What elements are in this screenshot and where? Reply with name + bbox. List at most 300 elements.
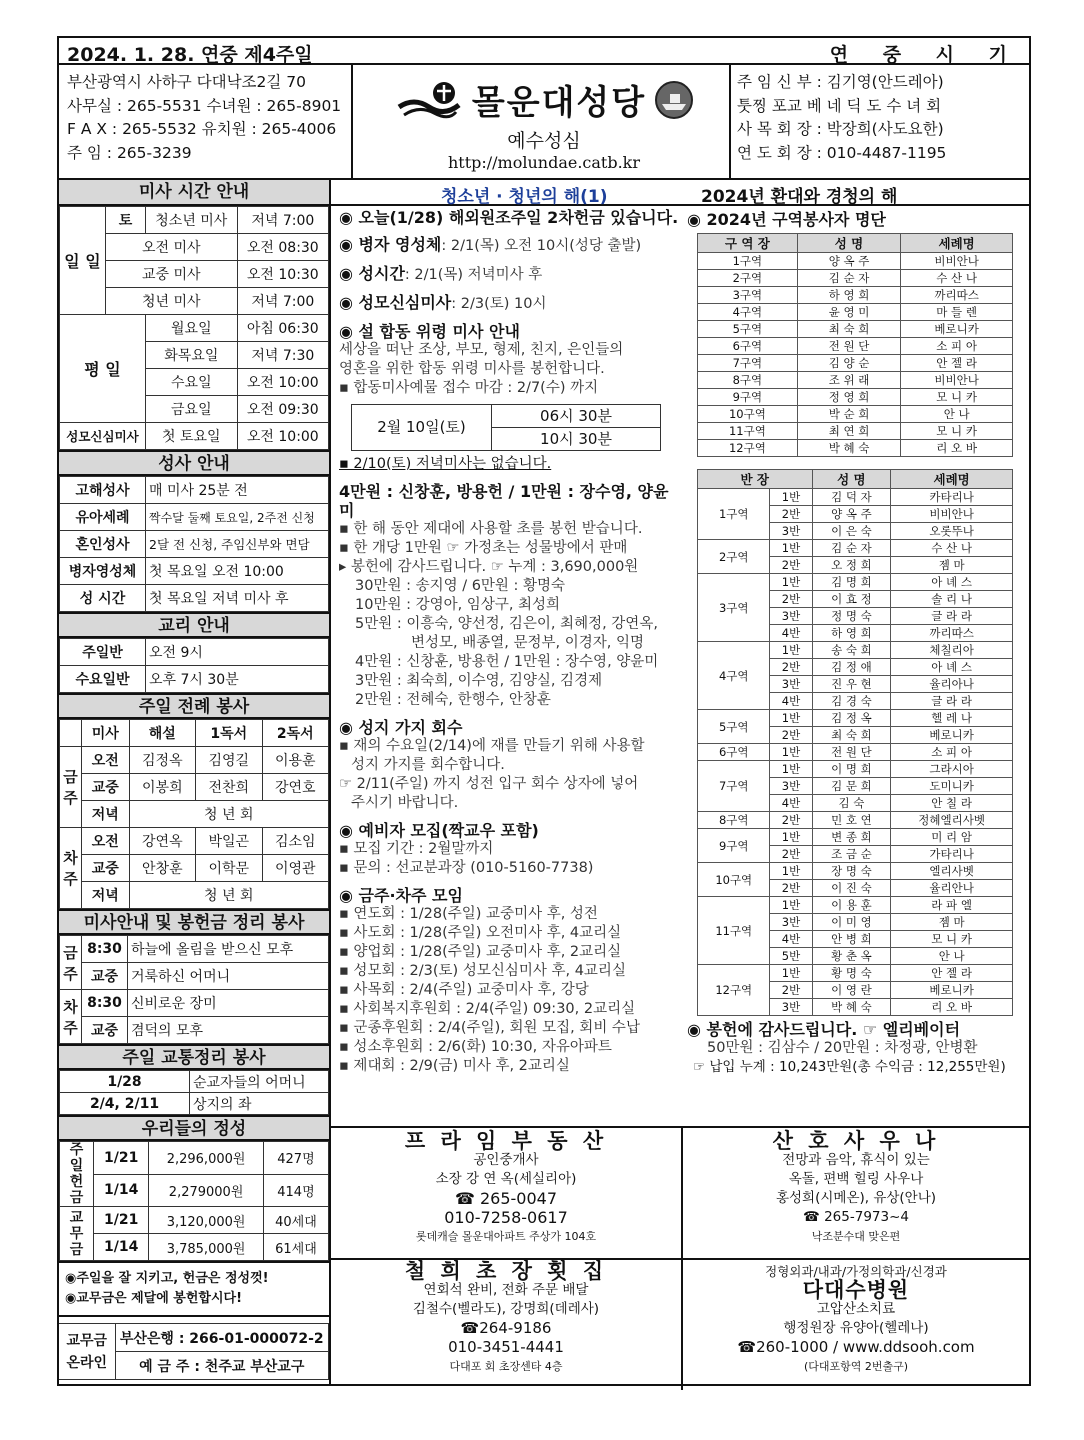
district-cell: 12구역 xyxy=(698,965,770,1016)
reader: 전찬희 xyxy=(196,774,262,801)
table-cell: 젬 마 xyxy=(891,557,1013,574)
sacrament-name: 병자영성체 xyxy=(60,558,146,585)
sacrament-name: 성 시간 xyxy=(60,585,146,612)
table-cell: 양 옥 주 xyxy=(797,253,900,270)
ad-line: 행정원장 유양아(헬레나) xyxy=(783,1320,929,1336)
col-head: 해설 xyxy=(129,720,195,747)
table-cell: 3반 xyxy=(770,608,812,625)
offering-type: 교무금 xyxy=(60,1207,94,1261)
table-cell: 최 숙 희 xyxy=(797,321,900,338)
table-cell: 안 젤 라 xyxy=(901,355,1013,372)
mass-time: 저녁 7:30 xyxy=(237,342,328,369)
church-logo-block xyxy=(359,75,729,172)
table-row xyxy=(698,355,1013,372)
notice-text: ☞ 납입 누계 : 10,243만원(총 수익금 : 12,255만원) xyxy=(693,1059,1006,1075)
ad-line: 소장 강 연 옥(세실리아) xyxy=(435,1171,577,1187)
table-cell: 이 진 숙 xyxy=(812,880,891,897)
sisters: 툿찡 포교 베 네 딕 도 수 녀 회 xyxy=(737,96,942,115)
notice-text: 10만원 : 강영아, 임상구, 최성희 xyxy=(355,597,561,613)
district-cell: 6구역 xyxy=(698,744,770,761)
issue-date: 2024. 1. 28. 연중 제4주일 xyxy=(67,44,313,66)
date: 1/21 xyxy=(94,1142,149,1175)
bank-label: 교무금 온라인 xyxy=(59,1324,115,1380)
group-name: 겸덕의 모후 xyxy=(128,1017,329,1044)
table-cell: 7구역 xyxy=(698,355,798,372)
district-cell: 10구역 xyxy=(698,863,770,897)
masthead xyxy=(59,65,1029,180)
staff-block xyxy=(737,71,946,165)
ad-line: 정형외과/내과/가정의학과/신경과 xyxy=(765,1264,947,1279)
sacrament-name: 유아세례 xyxy=(60,504,146,531)
table-cell: 이 영 란 xyxy=(812,982,891,999)
mass-label: 8:30 xyxy=(82,936,128,963)
table-cell: 안 나 xyxy=(891,948,1013,965)
table-row xyxy=(698,389,1013,406)
reader: 이용훈 xyxy=(262,747,328,774)
bank-table xyxy=(59,1323,329,1380)
table-cell: 3구역 xyxy=(698,287,798,304)
table-cell: 1구역 xyxy=(698,253,798,270)
amount: 3,120,000원 xyxy=(149,1207,264,1234)
district-cell: 1구역 xyxy=(698,489,770,540)
meeting-item: ▪ 양업회 : 1/28(주일) 교중미사 후, 2교리실 xyxy=(339,944,622,960)
table-row xyxy=(698,863,1013,880)
table-row xyxy=(698,304,1013,321)
table-cell: 카타리나 xyxy=(891,489,1013,506)
ad-line: 전망과 음악, 휴식이 있는 xyxy=(782,1152,930,1168)
notice-text: 주시기 바랍니다. xyxy=(351,795,459,811)
notice-text: 4만원 : 신창훈, 방용헌 / 1만원 : 장수영, 양윤미 xyxy=(355,654,659,670)
office-phone: 사무실 : 265-5531 수녀원 : 265-8901 xyxy=(67,96,342,115)
notice-text: 3만원 : 최숙희, 이수영, 김양실, 김경제 xyxy=(355,673,603,689)
table-cell: 까리따스 xyxy=(901,287,1013,304)
table-cell: 2반 xyxy=(770,659,812,676)
table-cell: 오 정 희 xyxy=(812,557,891,574)
table-cell: 도미니카 xyxy=(891,778,1013,795)
mass-time: 오전 08:30 xyxy=(237,234,328,261)
table-cell: 솔 리 나 xyxy=(891,591,1013,608)
table-cell: 글 라 라 xyxy=(891,608,1013,625)
table-cell: 리 오 바 xyxy=(901,440,1013,457)
ad-line: (다대포항역 2번출구) xyxy=(803,1360,909,1373)
notice-heading: ◉ 성시간 xyxy=(339,264,405,283)
table-row xyxy=(698,744,1013,761)
ad-line: 롯데캐슬 몰운대아파트 주상가 104호 xyxy=(415,1230,597,1243)
note: ◉교무금은 제달에 봉헌합시다! xyxy=(65,1291,243,1306)
sacrament-title: 성사 안내 xyxy=(59,450,329,476)
notice-overseas: ◉ 오늘(1/28) 해외원조주일 2차헌금 있습니다. xyxy=(339,208,679,227)
elevator-thanks-heading: ◉ 봉헌에 감사드립니다. ☞ 엘리베이터 xyxy=(687,1020,961,1039)
ad-line: 공인중개사 xyxy=(473,1152,539,1168)
table-cell: 정혜엘리사벳 xyxy=(891,812,1013,829)
mass-label: 오전 xyxy=(82,828,130,855)
table-cell: 안 나 xyxy=(901,406,1013,423)
table-cell: 박 혜 숙 xyxy=(812,999,891,1016)
table-cell: 1반 xyxy=(770,642,812,659)
table-cell: 조 위 래 xyxy=(797,372,900,389)
table-cell: 리 오 바 xyxy=(891,999,1013,1016)
mass-label: 8:30 xyxy=(82,990,128,1017)
bulletin-sheet xyxy=(57,36,1031,1386)
table-cell: 안 칠 라 xyxy=(891,795,1013,812)
ad-phone: ☎ 265-7973~4 xyxy=(802,1209,909,1225)
table-cell: 하 영 희 xyxy=(797,287,900,304)
meeting-item: ▪ 연도회 : 1/28(주일) 교중미사 후, 성전 xyxy=(339,906,598,922)
mass-name: 첫 토요일 xyxy=(146,423,238,450)
table-row xyxy=(698,829,1013,846)
table-cell: 정 영 희 xyxy=(797,389,900,406)
notice-text: : 2/1(목) 오전 10시(성당 출발) xyxy=(441,238,642,254)
ad-real-estate xyxy=(331,1129,681,1246)
notice-text: ▪ 재의 수요일(2/14)에 재를 만들기 위해 사용할 xyxy=(339,738,645,754)
table-cell: 전 원 단 xyxy=(812,744,891,761)
address: 부산광역시 사하구 다대낙조2길 70 xyxy=(67,73,307,91)
traffic-title: 주일 교통정리 봉사 xyxy=(59,1044,329,1070)
sacrament-name: 고해성사 xyxy=(60,477,146,504)
meeting-item: ▪ 사회복지후원회 : 2/4(주일) 09:30, 2교리실 xyxy=(339,1001,636,1017)
bank-account: 부산은행 : 266-01-000072-2 xyxy=(115,1324,329,1352)
ad-line: 낙조분수대 맞은편 xyxy=(811,1230,901,1243)
table-row xyxy=(698,642,1013,659)
table-row xyxy=(698,287,1013,304)
table-cell: 10구역 xyxy=(698,406,798,423)
table-cell: 아 녜 스 xyxy=(891,659,1013,676)
col-head: 반 장 xyxy=(698,470,813,489)
district-cell: 5구역 xyxy=(698,710,770,744)
table-cell: 소 피 아 xyxy=(901,338,1013,355)
ad-title: 철 희 초 장 횟 집 xyxy=(404,1259,608,1283)
sat-label: 토 xyxy=(106,207,146,234)
table-cell: 4반 xyxy=(770,795,812,812)
district-cell: 7구역 xyxy=(698,761,770,812)
table-cell: 모 니 카 xyxy=(891,931,1013,948)
group-leaders-table xyxy=(697,469,1013,1016)
table-cell: 2반 xyxy=(770,506,812,523)
table-cell: 이 효 정 xyxy=(812,591,891,608)
table-cell: 비비안나 xyxy=(891,506,1013,523)
table-cell: 2반 xyxy=(770,880,812,897)
left-column xyxy=(59,180,331,1386)
reader: 박일곤 xyxy=(196,828,262,855)
mass-name: 청년 미사 xyxy=(106,288,238,315)
table-cell: 이 용 훈 xyxy=(812,897,891,914)
amount: 2,279000원 xyxy=(149,1174,264,1207)
mass-label: 오전 xyxy=(82,747,130,774)
ad-line: 옥돌, 편백 힐링 사우나 xyxy=(788,1171,924,1187)
table-cell: 김 덕 자 xyxy=(812,489,891,506)
ad-sauna xyxy=(683,1129,1029,1246)
table-row xyxy=(698,540,1013,557)
table-cell: 율리안나 xyxy=(891,880,1013,897)
week-label: 금주 xyxy=(60,747,82,828)
table-cell: 12구역 xyxy=(698,440,798,457)
meetings-list xyxy=(339,905,679,1076)
table-row xyxy=(698,812,1013,829)
table-cell: 박 혜 숙 xyxy=(797,440,900,457)
table-cell: 김 문 희 xyxy=(812,778,891,795)
ad-line: 다대포 회 초장센타 4층 xyxy=(449,1360,563,1373)
ad-restaurant xyxy=(331,1259,681,1376)
week-label: 차주 xyxy=(60,990,82,1044)
notice-text: 2만원 : 전혜숙, 한행수, 안창훈 xyxy=(355,692,551,708)
notice-text: ▸ 봉헌에 감사드립니다. ☞ 누계 : 3,690,000원 xyxy=(339,559,639,575)
table-cell: 5구역 xyxy=(698,321,798,338)
church-emblem-icon xyxy=(394,79,464,121)
ad-phone[interactable]: ☎260-1000 / www.ddsooh.com xyxy=(737,1338,975,1356)
table-cell: 체칠리아 xyxy=(891,642,1013,659)
group-name: 순교자들의 어머니 xyxy=(190,1071,329,1093)
table-cell: 수 산 나 xyxy=(901,270,1013,287)
col-head: 구 역 장 xyxy=(698,234,798,253)
table-cell: 3반 xyxy=(770,523,812,540)
table-row xyxy=(698,440,1013,457)
table-cell: 장 명 숙 xyxy=(812,863,891,880)
col-head: 2독서 xyxy=(262,720,328,747)
table-cell: 베로니카 xyxy=(891,727,1013,744)
notice-text: ▪ 문의 : 선교분과장 (010-5160-7738) xyxy=(339,860,594,876)
table-cell: 안 젤 라 xyxy=(891,965,1013,982)
table-cell: 진 우 현 xyxy=(812,676,891,693)
meeting-item: ▪ 군종후원회 : 2/4(주일), 회원 모집, 회비 수납 xyxy=(339,1020,640,1036)
table-cell: 김 정 옥 xyxy=(812,710,891,727)
doctrine-title: 교리 안내 xyxy=(59,612,329,638)
notices-column xyxy=(339,208,679,1076)
header-bar xyxy=(59,38,1029,65)
table-cell: 1반 xyxy=(770,744,812,761)
table-cell: 김 경 숙 xyxy=(812,693,891,710)
meeting-item: ▪ 성소후원회 : 2/6(화) 10:30, 자유아파트 xyxy=(339,1039,612,1055)
notice-text: 50만원 : 김삼수 / 20만원 : 차정광, 안병환 xyxy=(707,1040,978,1056)
table-cell: 김 명 희 xyxy=(812,574,891,591)
mass-times-table xyxy=(59,206,329,450)
reader: 김영길 xyxy=(196,747,262,774)
notice-text: ☞ 2/11(주일) 까지 성전 입구 회수 상자에 넣어 xyxy=(339,776,639,792)
table-cell: 황 춘 옥 xyxy=(812,948,891,965)
mass-name: 수요일 xyxy=(146,369,238,396)
year-banner xyxy=(331,180,1029,206)
mass-time: 오전 10:00 xyxy=(237,423,328,450)
table-cell: 조 금 순 xyxy=(812,846,891,863)
col-head: 세례명 xyxy=(891,470,1013,489)
table-row xyxy=(698,372,1013,389)
district-cell: 3구역 xyxy=(698,574,770,642)
table-cell: 송 숙 희 xyxy=(812,642,891,659)
table-cell: 6구역 xyxy=(698,338,798,355)
district-cell: 4구역 xyxy=(698,642,770,710)
table-cell: 1반 xyxy=(770,965,812,982)
sacrament-name: 혼인성사 xyxy=(60,531,146,558)
ad-line: 고압산소치료 xyxy=(816,1301,896,1317)
liturgical-season: 연 중 시 기 xyxy=(829,44,1021,66)
reader: 청 년 회 xyxy=(129,882,328,909)
table-cell: 변 종 희 xyxy=(812,829,891,846)
district-cell: 9구역 xyxy=(698,829,770,863)
table-cell: 1반 xyxy=(770,863,812,880)
table-cell: 황 명 숙 xyxy=(812,965,891,982)
table-cell: 아 녜 스 xyxy=(891,574,1013,591)
ad-line: 홍성희(시메온), 유상(안나) xyxy=(775,1190,937,1206)
fax: F A X : 265-5532 유치원 : 265-4006 xyxy=(67,120,337,138)
notice-heading: ◉ 성지 가지 회수 xyxy=(339,718,463,737)
table-cell: 라 파 엘 xyxy=(891,897,1013,914)
ad-phone: ☎264-9186 xyxy=(460,1319,552,1337)
table-cell: 2반 xyxy=(770,591,812,608)
volunteers-column xyxy=(687,210,1027,1077)
table-cell: 3반 xyxy=(770,676,812,693)
notice-heading: ◉ 성모신심미사 xyxy=(339,293,452,312)
date: 1/14 xyxy=(94,1234,149,1261)
reader: 김정옥 xyxy=(129,747,195,774)
meeting-item: ▪ 성모회 : 2/3(토) 성모신심미사 후, 4교리실 xyxy=(339,963,626,979)
table-cell: 1반 xyxy=(770,489,812,506)
ad-phone: 010-3451-4441 xyxy=(448,1338,564,1356)
doctrine-table xyxy=(59,638,329,693)
table-cell: 1반 xyxy=(770,574,812,591)
date: 1/28 xyxy=(60,1071,190,1093)
notice-text: ▪ 한 해 동안 제대에 사용할 초를 봉헌 받습니다. xyxy=(339,521,643,537)
note: ◉주일을 잘 지키고, 헌금은 정성껏! xyxy=(65,1271,269,1286)
table-cell: 8구역 xyxy=(698,372,798,389)
table-cell: 11구역 xyxy=(698,423,798,440)
reader: 강연호 xyxy=(262,774,328,801)
guide-table xyxy=(59,935,329,1044)
notice-text: 영혼을 위한 합동 위령 미사를 봉헌합니다. xyxy=(339,361,605,377)
sacrament-info: 첫 목요일 저녁 미사 후 xyxy=(146,585,329,612)
reader: 김소임 xyxy=(262,828,328,855)
mass-time: 오전 09:30 xyxy=(237,396,328,423)
mass-name: 오전 미사 xyxy=(106,234,238,261)
class-name: 수요일반 xyxy=(60,666,146,693)
traffic-table xyxy=(59,1070,329,1115)
sacrament-table xyxy=(59,476,329,612)
website-link[interactable]: http://molundae.catb.kr xyxy=(447,153,641,172)
table-cell: 비비안나 xyxy=(901,372,1013,389)
table-cell: 오롯뚜나 xyxy=(891,523,1013,540)
table-row xyxy=(698,574,1013,591)
table-cell: 이 명 희 xyxy=(812,761,891,778)
reader: 이영관 xyxy=(262,855,328,882)
table-cell: 하 영 희 xyxy=(812,625,891,642)
count: 61세대 xyxy=(263,1234,328,1261)
table-cell: 2반 xyxy=(770,812,812,829)
notice-text: ▪ 모집 기간 : 2월말까지 xyxy=(339,841,494,857)
table-cell: 1반 xyxy=(770,540,812,557)
table-cell: 율리아나 xyxy=(891,676,1013,693)
table-cell: 모 니 카 xyxy=(901,389,1013,406)
table-cell: 1반 xyxy=(770,829,812,846)
sacrament-info: 2달 전 신청, 주임신부와 면담 xyxy=(146,531,329,558)
group-name: 신비로운 장미 xyxy=(128,990,329,1017)
mass-label: 저녁 xyxy=(82,801,130,828)
ad-phone: ☎ 265-0047 xyxy=(454,1189,558,1208)
notice-heading: ◉ 예비자 모집(짝교우 포함) xyxy=(339,821,539,840)
offering-type: 주일헌금 xyxy=(60,1142,94,1207)
church-motto: 예수성심 xyxy=(507,130,581,152)
year-theme: 2024년 환대와 경청의 해 xyxy=(701,187,898,207)
sacrament-info: 짝수달 둘째 토요일, 2주전 신청 xyxy=(146,504,329,531)
offering-title: 우리들의 정성 xyxy=(59,1115,329,1141)
notice-text: : 2/1(목) 저녁미사 후 xyxy=(404,267,543,283)
ad-title: 다대수병원 xyxy=(802,1278,910,1302)
offering-notes xyxy=(59,1261,329,1317)
table-cell: 4구역 xyxy=(698,304,798,321)
table-cell: 1반 xyxy=(770,710,812,727)
notice-text: 30만원 : 송지영 / 6만원 : 황명숙 xyxy=(355,578,566,594)
reader: 강연옥 xyxy=(129,828,195,855)
table-cell: 2반 xyxy=(770,727,812,744)
table-cell: 5반 xyxy=(770,948,812,965)
ad-title: 산 호 사 우 나 xyxy=(772,1129,940,1153)
mass-name: 금요일 xyxy=(146,396,238,423)
council-chair: 사 목 회 장 : 박장희(사도요한) xyxy=(737,120,944,138)
table-row xyxy=(698,489,1013,506)
meeting-item: ▪ 사도회 : 1/28(주일) 오전미사 후, 4교리실 xyxy=(339,925,622,941)
week-label: 금주 xyxy=(60,936,82,990)
table-row xyxy=(698,710,1013,727)
ad-line: 김철수(벨라도), 강명희(데레사) xyxy=(412,1301,600,1317)
table-cell: 미 리 암 xyxy=(891,829,1013,846)
class-time: 오전 9시 xyxy=(146,639,329,666)
table-cell: 김 정 애 xyxy=(812,659,891,676)
notice-heading: ◉ 금주·차주 모임 xyxy=(339,886,463,905)
table-cell: 이 미 영 xyxy=(812,914,891,931)
table-row xyxy=(698,338,1013,355)
col-head: 1독서 xyxy=(196,720,262,747)
ad-hospital xyxy=(683,1262,1029,1376)
notice-heading: ◉ 설 합동 위령 미사 안내 xyxy=(339,322,520,341)
prayer-chair: 연 도 회 장 : 010-4487-1195 xyxy=(737,143,947,162)
table-cell: 까리따스 xyxy=(891,625,1013,642)
offering-table xyxy=(59,1141,329,1261)
pastor: 주 임 신 부 : 김기영(안드레아) xyxy=(737,73,944,91)
reader: 안창훈 xyxy=(129,855,195,882)
weekday-label: 평 일 xyxy=(60,315,146,423)
mass-name: 청소년 미사 xyxy=(146,207,238,234)
table-row xyxy=(698,321,1013,338)
mass-time: 오전 10:00 xyxy=(237,369,328,396)
liturgy-table xyxy=(59,719,329,909)
table-cell: 젬 마 xyxy=(891,914,1013,931)
group-name: 거룩하신 어머니 xyxy=(128,963,329,990)
mass-label: 교중 xyxy=(82,963,128,990)
mass-label: 교중 xyxy=(82,1017,128,1044)
reader: 이학문 xyxy=(196,855,262,882)
district-cell: 11구역 xyxy=(698,897,770,965)
youth-year-title: 청소년 · 청년의 해(1) xyxy=(441,187,608,207)
notice-text: : 2/3(토) 10시 xyxy=(451,296,547,312)
table-cell: 모 니 카 xyxy=(901,423,1013,440)
table-cell: 9구역 xyxy=(698,389,798,406)
district-cell: 8구역 xyxy=(698,812,770,829)
table-row xyxy=(698,761,1013,778)
week-label: 차주 xyxy=(60,828,82,909)
notice-text: ▪ 합동미사예물 접수 마감 : 2/7(수) 까지 xyxy=(339,380,599,396)
col-head: 성 명 xyxy=(812,470,891,489)
mass-name: 성모신심미사 xyxy=(60,423,146,450)
time: 06시 30분 xyxy=(492,405,661,428)
table-cell: 수 산 나 xyxy=(891,540,1013,557)
table-cell: 1반 xyxy=(770,897,812,914)
mass-time: 아침 06:30 xyxy=(237,315,328,342)
ads-area xyxy=(331,1126,1029,1373)
district-leaders-table xyxy=(697,233,1013,457)
group-name: 상지의 좌 xyxy=(190,1093,329,1115)
table-cell: 2반 xyxy=(770,982,812,999)
time: 10시 30분 xyxy=(492,428,661,451)
table-cell: 정 명 숙 xyxy=(812,608,891,625)
table-row xyxy=(698,406,1013,423)
notice-text: ▪ 2/10(토) 저녁미사는 없습니다. xyxy=(339,456,552,472)
